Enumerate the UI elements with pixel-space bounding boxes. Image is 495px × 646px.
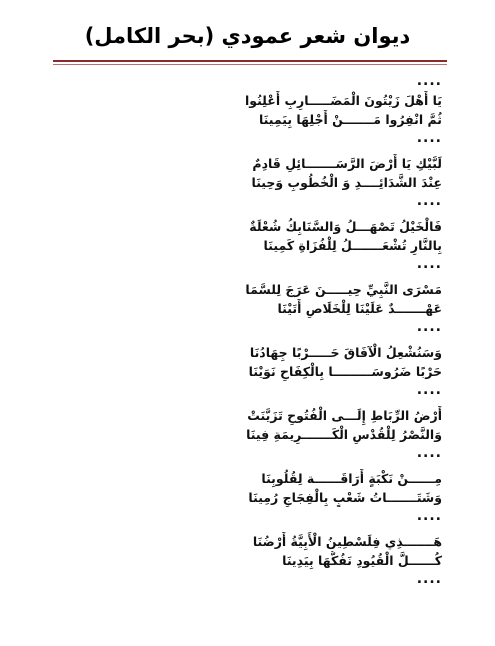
stanza-separator: .... xyxy=(416,571,442,587)
poem-body xyxy=(30,72,442,589)
verse-line: لَبَّيْكِ يَا أَرْضَ الرَّسَـــــــائِلِ قَادِمٌ xyxy=(252,156,442,171)
page-title: ديوان شعر عمودي (بحر الكامل) xyxy=(84,24,411,48)
verse-line: عَهْـــــــدٌ عَلَيْنَا لِلْخَلَاصِ أَتَيْنَا xyxy=(277,301,442,316)
title-divider xyxy=(53,60,447,62)
stanza-separator: .... xyxy=(416,130,442,146)
stanza-separator: .... xyxy=(416,319,442,335)
stanza-separator: .... xyxy=(416,256,442,272)
verse-line: مَسْرَى النَّبِيِّ حِيـــــنَ عَرَجَ لِلسَّمَا xyxy=(245,282,442,297)
stanza-separator: .... xyxy=(416,73,442,89)
verse-line: وَشَتَـــــــاتُ شَعْبٍ بِالْفِجَاجِ رُمِينَا xyxy=(248,490,442,505)
verse-line: وَالنَّصْرُ لِلْقُدْسِ الْكَـــــــرِيمَةِ فِينَا xyxy=(246,427,442,442)
verse-line: حَرْبًا ضَرُوسَـــــــــا بِالْكِفَاحِ نَوَيْنَا xyxy=(248,364,442,379)
stanza-separator: .... xyxy=(416,508,442,524)
title-divider-thin xyxy=(53,64,447,65)
verse-line: يَا أَهْلَ زَيْتُونَ الْمَضَـــــارِبِ أَعْلِنُوا xyxy=(244,93,442,108)
verse-line: مِــــــنْ نَكْبَةٍ أَرَاقَــــــة لِقُلُوبِنَا xyxy=(261,471,442,486)
verse-line: ثُمَّ انْفِرُوا مَـــــــنْ أَجْلِهَا بِيَمِينَا xyxy=(258,112,442,127)
stanza-separator: .... xyxy=(416,445,442,461)
verse-line: عِنْدَ الشَّدَائِــــدِ وَ الْخُطُوبِ وَحِينَا xyxy=(251,175,442,190)
verse-line: بِالنَّارِ تُشْعَـــــــلُ لِلْفُزَاةِ كَمِينَا xyxy=(263,238,442,253)
verse-line: كُــــــلَّ الْقُيُودِ نَفُكُّهَا بِيَدِينَا xyxy=(282,553,442,568)
stanza-separator: .... xyxy=(416,193,442,209)
verse-line: وَسَنُشْعِلُ الْآفَاقَ حَـــــرْبًا جِهَادُنَا xyxy=(249,345,442,360)
stanza-separator: .... xyxy=(416,382,442,398)
verse-line: فَالْخَيْلُ تَصْهَـــلُ وَالسَّنَابِكُ شُعْلَةٌ xyxy=(249,219,442,234)
verse-line: أَرْضُ الرِّبَاطِ إِلَـــى الْفُتُوحِ تَزَيَّنَتْ xyxy=(247,408,442,423)
verse-line: هَـــــــذِي فِلَسْطِينُ الْأَبِيَّةُ أَرْضُنَا xyxy=(252,534,442,549)
